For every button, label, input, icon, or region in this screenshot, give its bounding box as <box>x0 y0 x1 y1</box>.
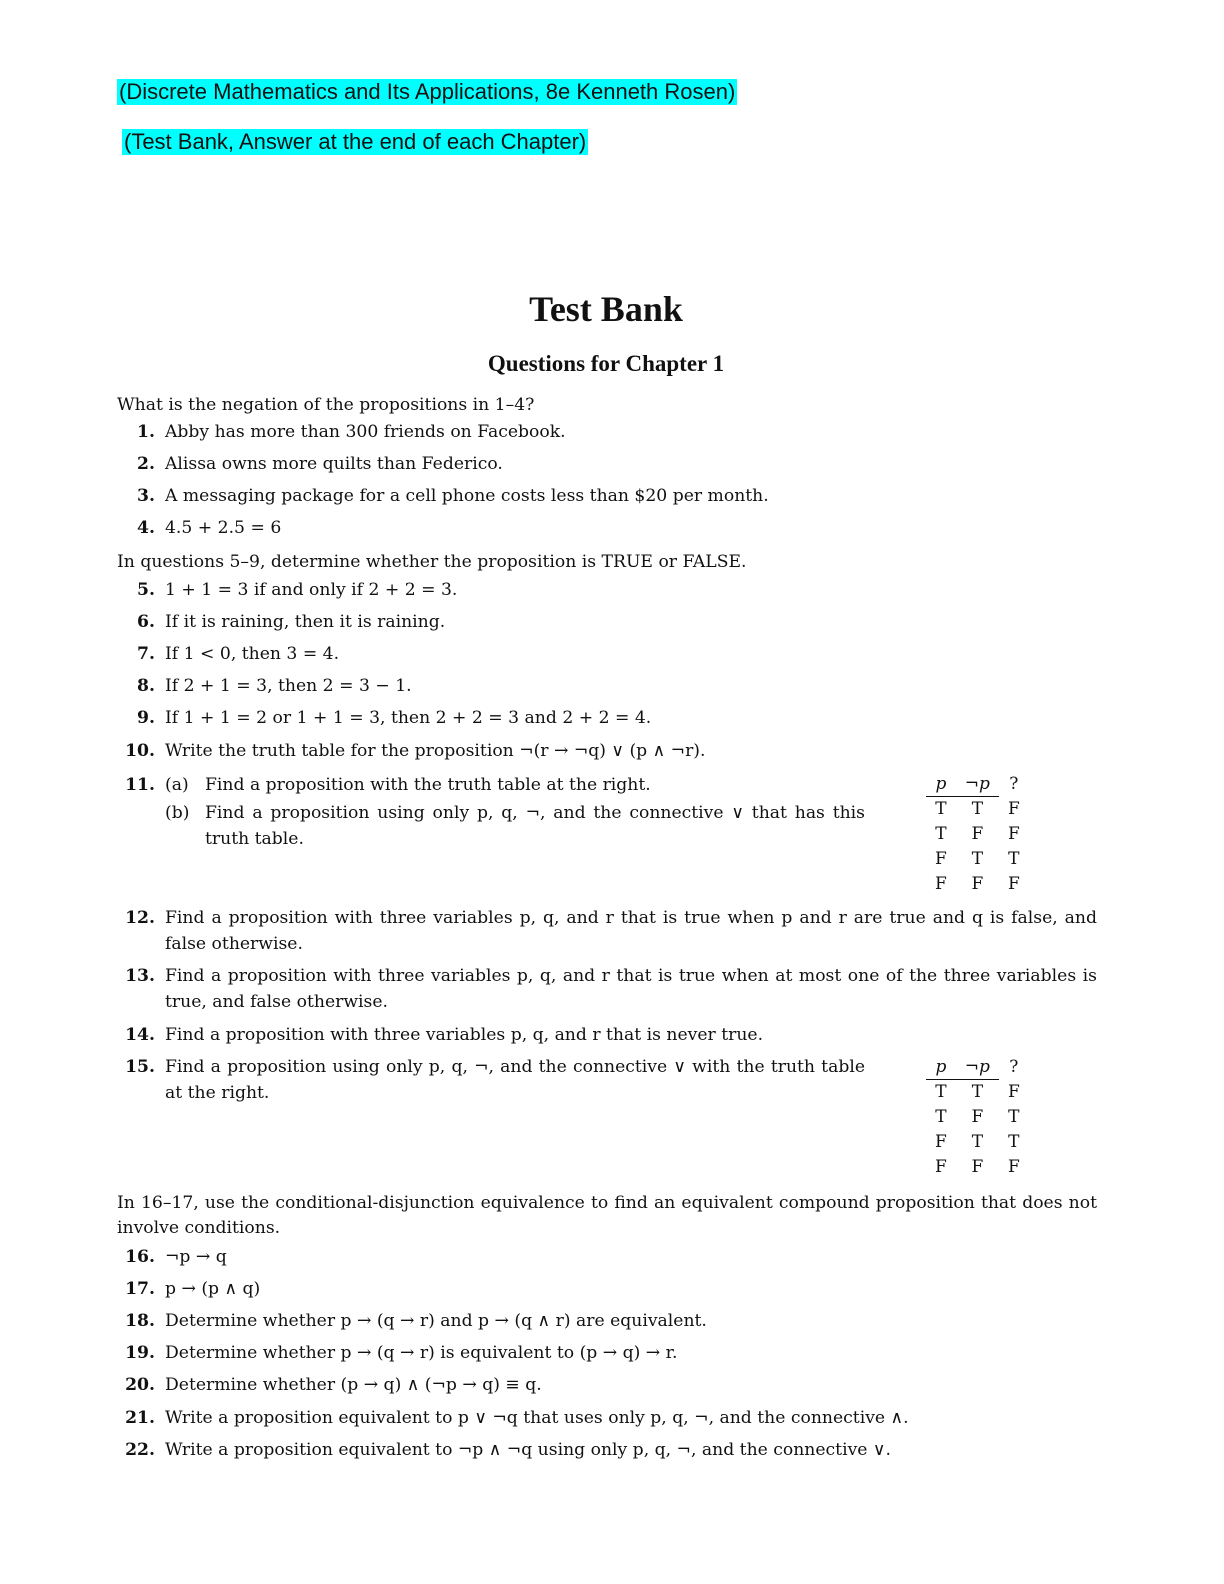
cell: T <box>971 849 984 869</box>
question-number: 10. <box>125 741 155 761</box>
question-text: Abby has more than 300 friends on Facebook. <box>165 422 566 442</box>
question-number: 8. <box>137 676 155 696</box>
question-number: 14. <box>125 1025 155 1045</box>
header-p: p <box>926 772 956 797</box>
question-text: Find a proposition with three variables p, q, and r that is true when at most one of the three variables is true, and false otherwise. <box>165 966 1097 1012</box>
question-text: 1 + 1 = 3 if and only if 2 + 2 = 3. <box>165 580 458 600</box>
header-not-p: ¬p <box>956 772 999 797</box>
header-line-2: (Test Bank, Answer at the end of each Chapter) <box>124 129 587 154</box>
question-10 <box>117 738 1097 764</box>
question-21 <box>117 1405 1097 1431</box>
cell: F <box>935 1157 947 1177</box>
question-number: 11. <box>125 775 155 795</box>
cell: T <box>935 824 947 844</box>
question-text: Alissa owns more quilts than Federico. <box>165 454 503 474</box>
question-14 <box>117 1022 1097 1048</box>
part-b-text: Find a proposition using only p, q, ¬, and the connective ∨ that has this truth table. <box>205 803 865 849</box>
cell: F <box>935 1132 947 1152</box>
question-number: 1. <box>137 422 155 442</box>
question-number: 17. <box>125 1279 155 1299</box>
intro-conditional-disjunction: In 16–17, use the conditional-disjunction equivalence to find an equivalent compound proposition that does not involve conditions. <box>117 1193 1097 1238</box>
table-row <box>926 822 1029 847</box>
table-row <box>926 1105 1029 1130</box>
cell: T <box>935 1082 947 1102</box>
question-number: 15. <box>125 1057 155 1077</box>
question-text <box>165 772 865 852</box>
question-3 <box>117 483 1097 509</box>
question-text: Write the truth table for the proposition ¬(r → ¬q) ∨ (p ∧ ¬r). <box>165 741 706 761</box>
question-22 <box>117 1437 1097 1463</box>
cell: F <box>935 874 947 894</box>
question-number: 6. <box>137 612 155 632</box>
question-number: 16. <box>125 1247 155 1267</box>
cell: F <box>971 1107 984 1127</box>
question-text: A messaging package for a cell phone costs less than $20 per month. <box>165 486 769 506</box>
header-unknown: ? <box>1009 774 1019 795</box>
cell: T <box>971 799 984 819</box>
cell: T <box>1008 849 1020 869</box>
question-number: 21. <box>125 1408 155 1428</box>
question-8 <box>117 673 1097 699</box>
cell: T <box>935 1107 947 1127</box>
part-a-text: Find a proposition with the truth table at the right. <box>205 775 651 795</box>
question-text: p → (p ∧ q) <box>165 1279 261 1299</box>
header-p: p <box>926 1055 956 1080</box>
table-row <box>926 872 1029 897</box>
question-number: 4. <box>137 518 155 538</box>
question-19 <box>117 1340 1097 1366</box>
question-1 <box>117 419 1097 445</box>
cell: F <box>971 874 984 894</box>
question-number: 3. <box>137 486 155 506</box>
question-20 <box>117 1372 1097 1398</box>
cell: F <box>971 824 984 844</box>
question-4 <box>117 515 1097 541</box>
table-row <box>926 1130 1029 1155</box>
question-number: 20. <box>125 1375 155 1395</box>
part-a <box>165 772 865 798</box>
question-13 <box>117 963 1097 1015</box>
cell: T <box>971 1082 984 1102</box>
header-line-1: (Discrete Mathematics and Its Applications, 8e Kenneth Rosen) <box>119 79 736 104</box>
cell: T <box>935 799 947 819</box>
header-not-p: ¬p <box>956 1055 999 1080</box>
cell: F <box>935 849 947 869</box>
question-number: 13. <box>125 966 155 986</box>
cell: F <box>1007 1081 1020 1102</box>
intro-negation: What is the negation of the propositions in 1–4? <box>117 395 535 415</box>
cell: T <box>971 1132 984 1152</box>
question-text: Write a proposition equivalent to ¬p ∧ ¬q using only p, q, ¬, and the connective ∨. <box>165 1440 891 1460</box>
cell: T <box>1008 1132 1020 1152</box>
question-16 <box>117 1244 1097 1270</box>
cell: F <box>1007 1157 1020 1177</box>
cell: F <box>1007 798 1020 819</box>
question-2 <box>117 451 1097 477</box>
question-number: 5. <box>137 580 155 600</box>
question-text: If 1 < 0, then 3 = 4. <box>165 644 340 664</box>
truth-table-11 <box>926 772 1029 897</box>
question-number: 19. <box>125 1343 155 1363</box>
question-12 <box>117 905 1097 957</box>
page-title: Test Bank <box>529 289 683 329</box>
truth-table-15 <box>926 1055 1029 1180</box>
part-a-label: (a) <box>165 775 189 795</box>
question-number: 2. <box>137 454 155 474</box>
question-text: Determine whether p → (q → r) is equivalent to (p → q) → r. <box>165 1343 678 1363</box>
question-6 <box>117 609 1097 635</box>
part-b-label: (b) <box>165 803 190 823</box>
question-number: 7. <box>137 644 155 664</box>
table-row <box>926 1080 1029 1106</box>
cell: F <box>1007 824 1020 844</box>
part-b <box>165 800 865 852</box>
question-17 <box>117 1276 1097 1302</box>
question-text: Find a proposition using only p, q, ¬, and the connective ∨ with the truth table at the right. <box>165 1057 865 1103</box>
table-row <box>926 1155 1029 1180</box>
chapter-subtitle: Questions for Chapter 1 <box>487 351 725 376</box>
question-9 <box>117 705 1097 731</box>
question-text: Determine whether p → (q → r) and p → (q ∧ r) are equivalent. <box>165 1311 707 1331</box>
question-text: Determine whether (p → q) ∧ (¬p → q) ≡ q. <box>165 1375 542 1395</box>
header-unknown: ? <box>1009 1057 1019 1078</box>
question-text: 4.5 + 2.5 = 6 <box>165 518 282 538</box>
cell: T <box>1008 1107 1020 1127</box>
table-row <box>926 797 1029 823</box>
question-number: 18. <box>125 1311 155 1331</box>
question-text: If it is raining, then it is raining. <box>165 612 446 632</box>
question-7 <box>117 641 1097 667</box>
question-text: If 1 + 1 = 2 or 1 + 1 = 3, then 2 + 2 = 3 and 2 + 2 = 4. <box>165 708 652 728</box>
question-number: 22. <box>125 1440 155 1460</box>
table-row <box>926 847 1029 872</box>
cell: F <box>971 1157 984 1177</box>
cell: F <box>1007 874 1020 894</box>
question-18 <box>117 1308 1097 1334</box>
question-text: If 2 + 1 = 3, then 2 = 3 − 1. <box>165 676 412 696</box>
question-text: ¬p → q <box>165 1247 227 1267</box>
question-text: Find a proposition with three variables p, q, and r that is true when p and r are true and q is false, and false otherwise. <box>165 908 1097 954</box>
question-5 <box>117 577 1097 603</box>
question-number: 9. <box>137 708 155 728</box>
intro-true-false: In questions 5–9, determine whether the proposition is TRUE or FALSE. <box>117 552 747 572</box>
question-number: 12. <box>125 908 155 928</box>
question-text: Find a proposition with three variables p, q, and r that is never true. <box>165 1025 764 1045</box>
question-text: Write a proposition equivalent to p ∨ ¬q that uses only p, q, ¬, and the connective ∧. <box>165 1408 909 1428</box>
